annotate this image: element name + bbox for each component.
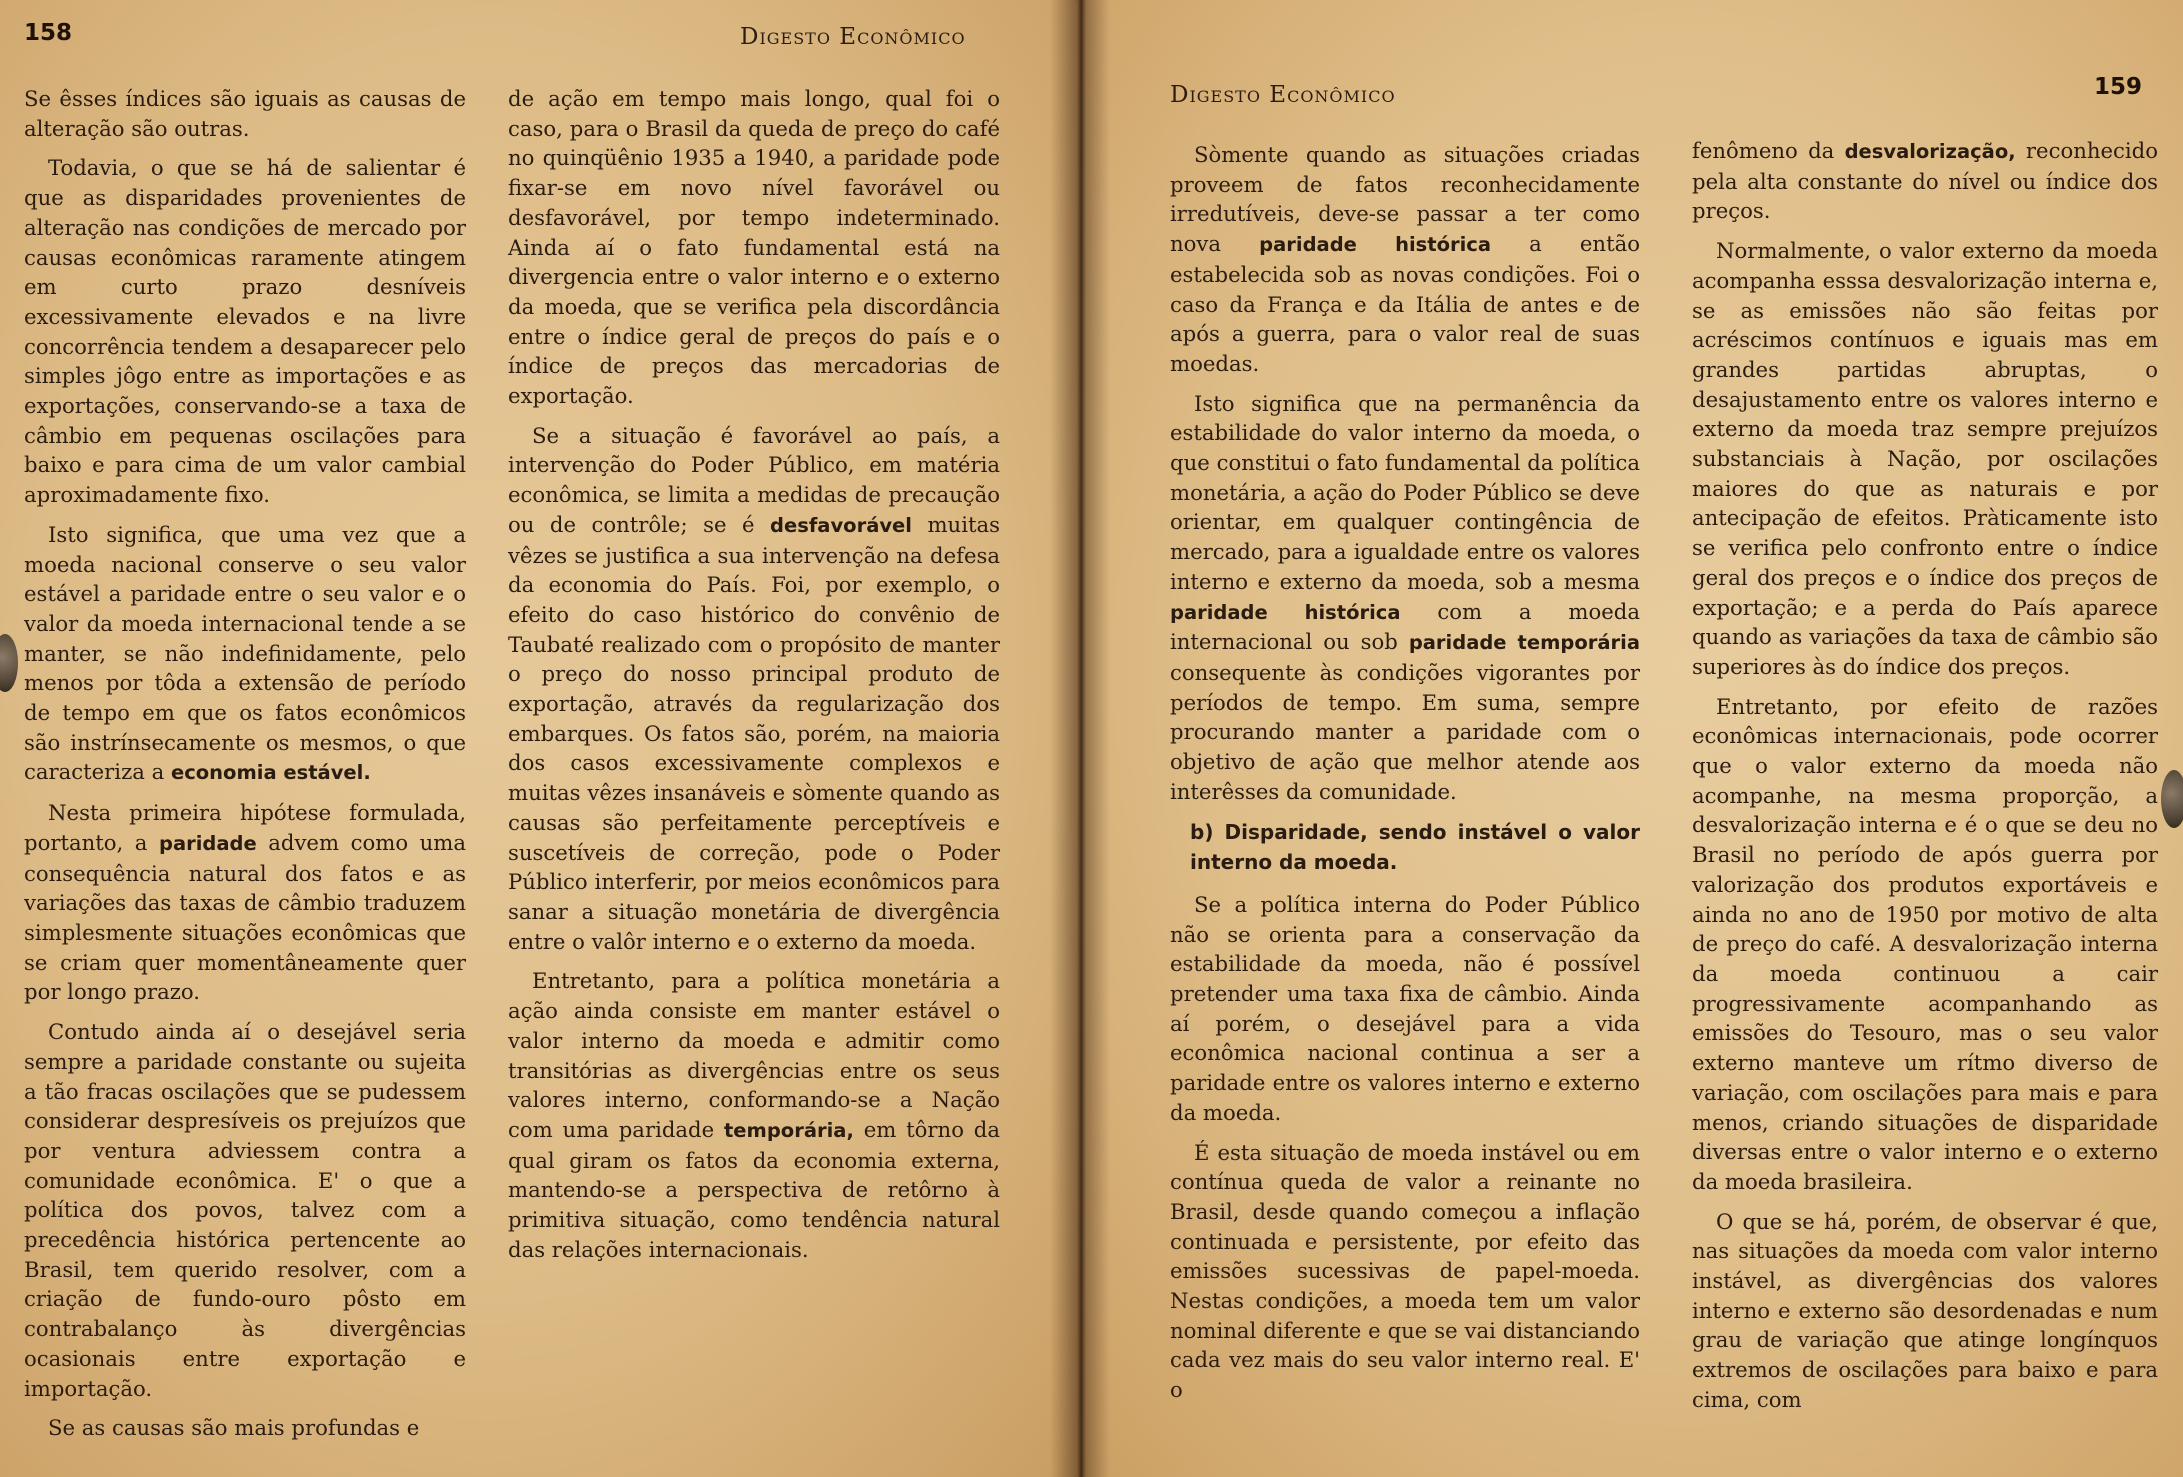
left-running-head: Digesto Econômico xyxy=(740,24,966,50)
paragraph: Se a situação é favorável ao país, a intervenção do Poder Público, em matéria econômica, se limita a medidas de precaução ou de contrôle; se é desfavorável muitas vêzes se justifica a sua intervenção na defesa da economia do País. Foi, por exemplo, o efeito do caso histórico do convênio de Taubaté realizado com o propósito de manter o preço do nosso principal produto de exportação, através da regularização dos embarques. Os fatos são, porém, na maioria dos casos excessivamente complexos e muitas vêzes insanáveis e sòmente quando as causas são perfeitamente perceptíveis e suscetíveis de correção, pode o Poder Público interferir, por meios econômicos para sanar a situação monetária de divergência entre o valôr interno e o externo da moeda. xyxy=(508,422,1000,954)
bold-term: desvalorização, xyxy=(1844,140,2016,163)
paragraph: Nesta primeira hipótese formulada, portanto, a paridade advem como uma consequência natural dos fatos e as variações das taxas de câmbio traduzem simplesmente situações econômicas que se criam quer momentâneamente quer por longo prazo. xyxy=(24,800,466,1005)
binding-hole xyxy=(0,634,18,692)
paragraph: Sòmente quando as situações criadas proveem de fatos reconhecidamente irredutíveis, deve-se passar a ter como nova paridade histórica a então estabelecida sob as novas condições. Foi o caso da França e da Itália de antes e de após a guerra, para o valor real de suas moedas. xyxy=(1170,142,1640,376)
right-page-number: 159 xyxy=(2094,74,2143,100)
left-column-2 xyxy=(508,84,1000,1274)
binding-hole xyxy=(2161,770,2183,828)
paragraph: Se êsses índices são iguais as causas de alteração são outras. xyxy=(24,86,466,141)
right-column-2 xyxy=(1692,136,2158,1425)
left-page xyxy=(0,0,1080,1477)
paragraph: fenômeno da desvalorização, reconhecido pela alta constante do nível ou índice dos preços. xyxy=(1692,138,2158,224)
left-column-1 xyxy=(24,84,466,1453)
right-page xyxy=(1076,0,2183,1477)
right-column-1 xyxy=(1170,140,1640,1415)
bold-term: paridade histórica xyxy=(1170,600,1401,624)
paragraph: Entretanto, para a política monetária a ação ainda consiste em manter estável o valor interno da moeda e admitir como transitórias as divergências entre os seus valores interno, conformando-se a Nação com uma paridade temporária, em tôrno da qual giram os fatos da economia externa, mantendo-se a perspectiva de retôrno à primitiva situação, como tendência natural das relações internacionais. xyxy=(508,968,1000,1262)
paragraph: Entretanto, por efeito de razões econômicas internacionais, pode ocorrer que o valor externo da moeda não acompanhe, na mesma proporção, a desvalorização interna e é o que se deu no Brasil no período de após guerra por valorização dos produtos exportáveis e ainda no ano de 1950 por motivo de alta de preço do café. A desvalorização interna da moeda continuou a cair progressivamente acompanhando as emissões do Tesouro, mas o seu valor externo manteve um rítmo diverso de variação, com oscilações para mais e para menos, criando situações de disparidade diversas entre o valor interno e o externo da moeda brasileira. xyxy=(1692,693,2158,1194)
paragraph: Todavia, o que se há de salientar é que as disparidades provenientes de alteração nas condições de mercado por causas econômicas raramente atingem em curto prazo desníveis excessivamente elevados e na livre concorrência tendem a desaparecer pelo simples jôgo entre as importações e as exportações, conservando-se a taxa de câmbio em pequenas oscilações para baixo e para cima de um valor cambial aproximadamente fixo. xyxy=(24,155,466,508)
paragraph: É esta situação de moeda instável ou em contínua queda de valor a reinante no Brasil, desde quando começou a inflação continuada e persistente, por efeito das emissões sucessivas de papel-moeda. Nestas condições, a moeda tem um valor nominal diferente e que se vai distanciando cada vez mais do seu valor interno real. E' o xyxy=(1170,1139,1640,1403)
bold-term: economia estável. xyxy=(170,761,371,785)
paragraph: Se as causas são mais profundas e xyxy=(48,1415,420,1441)
paragraph: Se a política interna do Poder Público não se orienta para a conservação da estabilidade da moeda, não é possível pretender uma taxa fixa de câmbio. Ainda aí porém, o desejável para a vida econômica nacional continua a ser a paridade entre os valores interno e externo da moeda. xyxy=(1170,891,1640,1125)
paragraph: Isto significa que na permanência da estabilidade do valor interno da moeda, o que constitui o fato fundamental da política monetária, a ação do Poder Público se deve orientar, em qualquer contingência de mercado, para a igualdade entre os valores interno e externo da moeda, sob a mesma paridade histórica com a moeda internacional ou sob paridade temporária consequente às condições vigorantes por períodos de tempo. Em suma, sempre procurando manter a paridade com o objetivo de ação que melhor atende aos interêsses da comunidade. xyxy=(1170,390,1640,804)
bold-term: temporária, xyxy=(723,1118,854,1142)
paragraph: Isto significa, que uma vez que a moeda nacional conserve o seu valor estável a paridade entre o seu valor e o valor da moeda internacional tende a se manter, se não indefinidamente, pelo menos por tôda a extensão de período de tempo em que os fatos econômicos são instrínsecamente os mesmos, o que caracteriza a economia estável. xyxy=(24,521,466,785)
section-heading: b) Disparidade, sendo instável o valor interno da moeda. xyxy=(1190,820,1640,875)
paragraph: Normalmente, o valor externo da moeda acompanha esssa desvalorização interna e, se as emissões não são feitas por acréscimos contínuos e iguais mas em grandes partidas abruptas, o desajustamento entre os valores interno e externo da moeda traz sempre prejuízos substanciais à Nação, por oscilações maiores do que as naturais e por antecipação de efeitos. Pràticamente isto se verifica pelo confronto entre o índice geral dos preços e o índice dos preços de exportação; e a perda do País aparece quando as variações da taxa de câmbio são superiores às do índice dos preços. xyxy=(1692,238,2158,679)
right-running-head: Digesto Econômico xyxy=(1170,82,1396,108)
bold-term: desfavorável xyxy=(770,513,912,537)
paragraph: Contudo ainda aí o desejável seria sempre a paridade constante ou sujeita a tão fracas oscilações que se pudessem considerar despresíveis os prejuízos que por ventura adviessem contra a comunidade econômica. E' o que a política dos povos, talvez com a precedência histórica pertencente ao Brasil, tem querido resolver, com a criação de fundo-ouro pôsto em contrabalanço às divergências ocasionais entre exportação e importação. xyxy=(24,1019,466,1401)
bold-term: paridade histórica xyxy=(1259,233,1491,257)
left-page-number: 158 xyxy=(24,20,73,46)
paragraph: O que se há, porém, de observar é que, nas situações da moeda com valor interno instável, as divergências dos valores interno e externo são desordenadas e num grau de variação que atinge longínquos extremos de oscilações para baixo e para cima, com xyxy=(1692,1208,2158,1412)
bold-term: paridade xyxy=(158,831,257,855)
bold-term: paridade temporária xyxy=(1408,631,1640,655)
paragraph: de ação em tempo mais longo, qual foi o caso, para o Brasil da queda de preço do café no quinqüênio 1935 a 1940, a paridade pode fixar-se em novo nível favorável ou desfavorável, por tempo indeterminado. Ainda aí o fato fundamental está na divergencia entre o valor interno e o externo da moeda, que se verifica pela discordância entre o índice geral de preços do país e o índice de preços das mercadorias de exportação. xyxy=(508,86,1000,409)
